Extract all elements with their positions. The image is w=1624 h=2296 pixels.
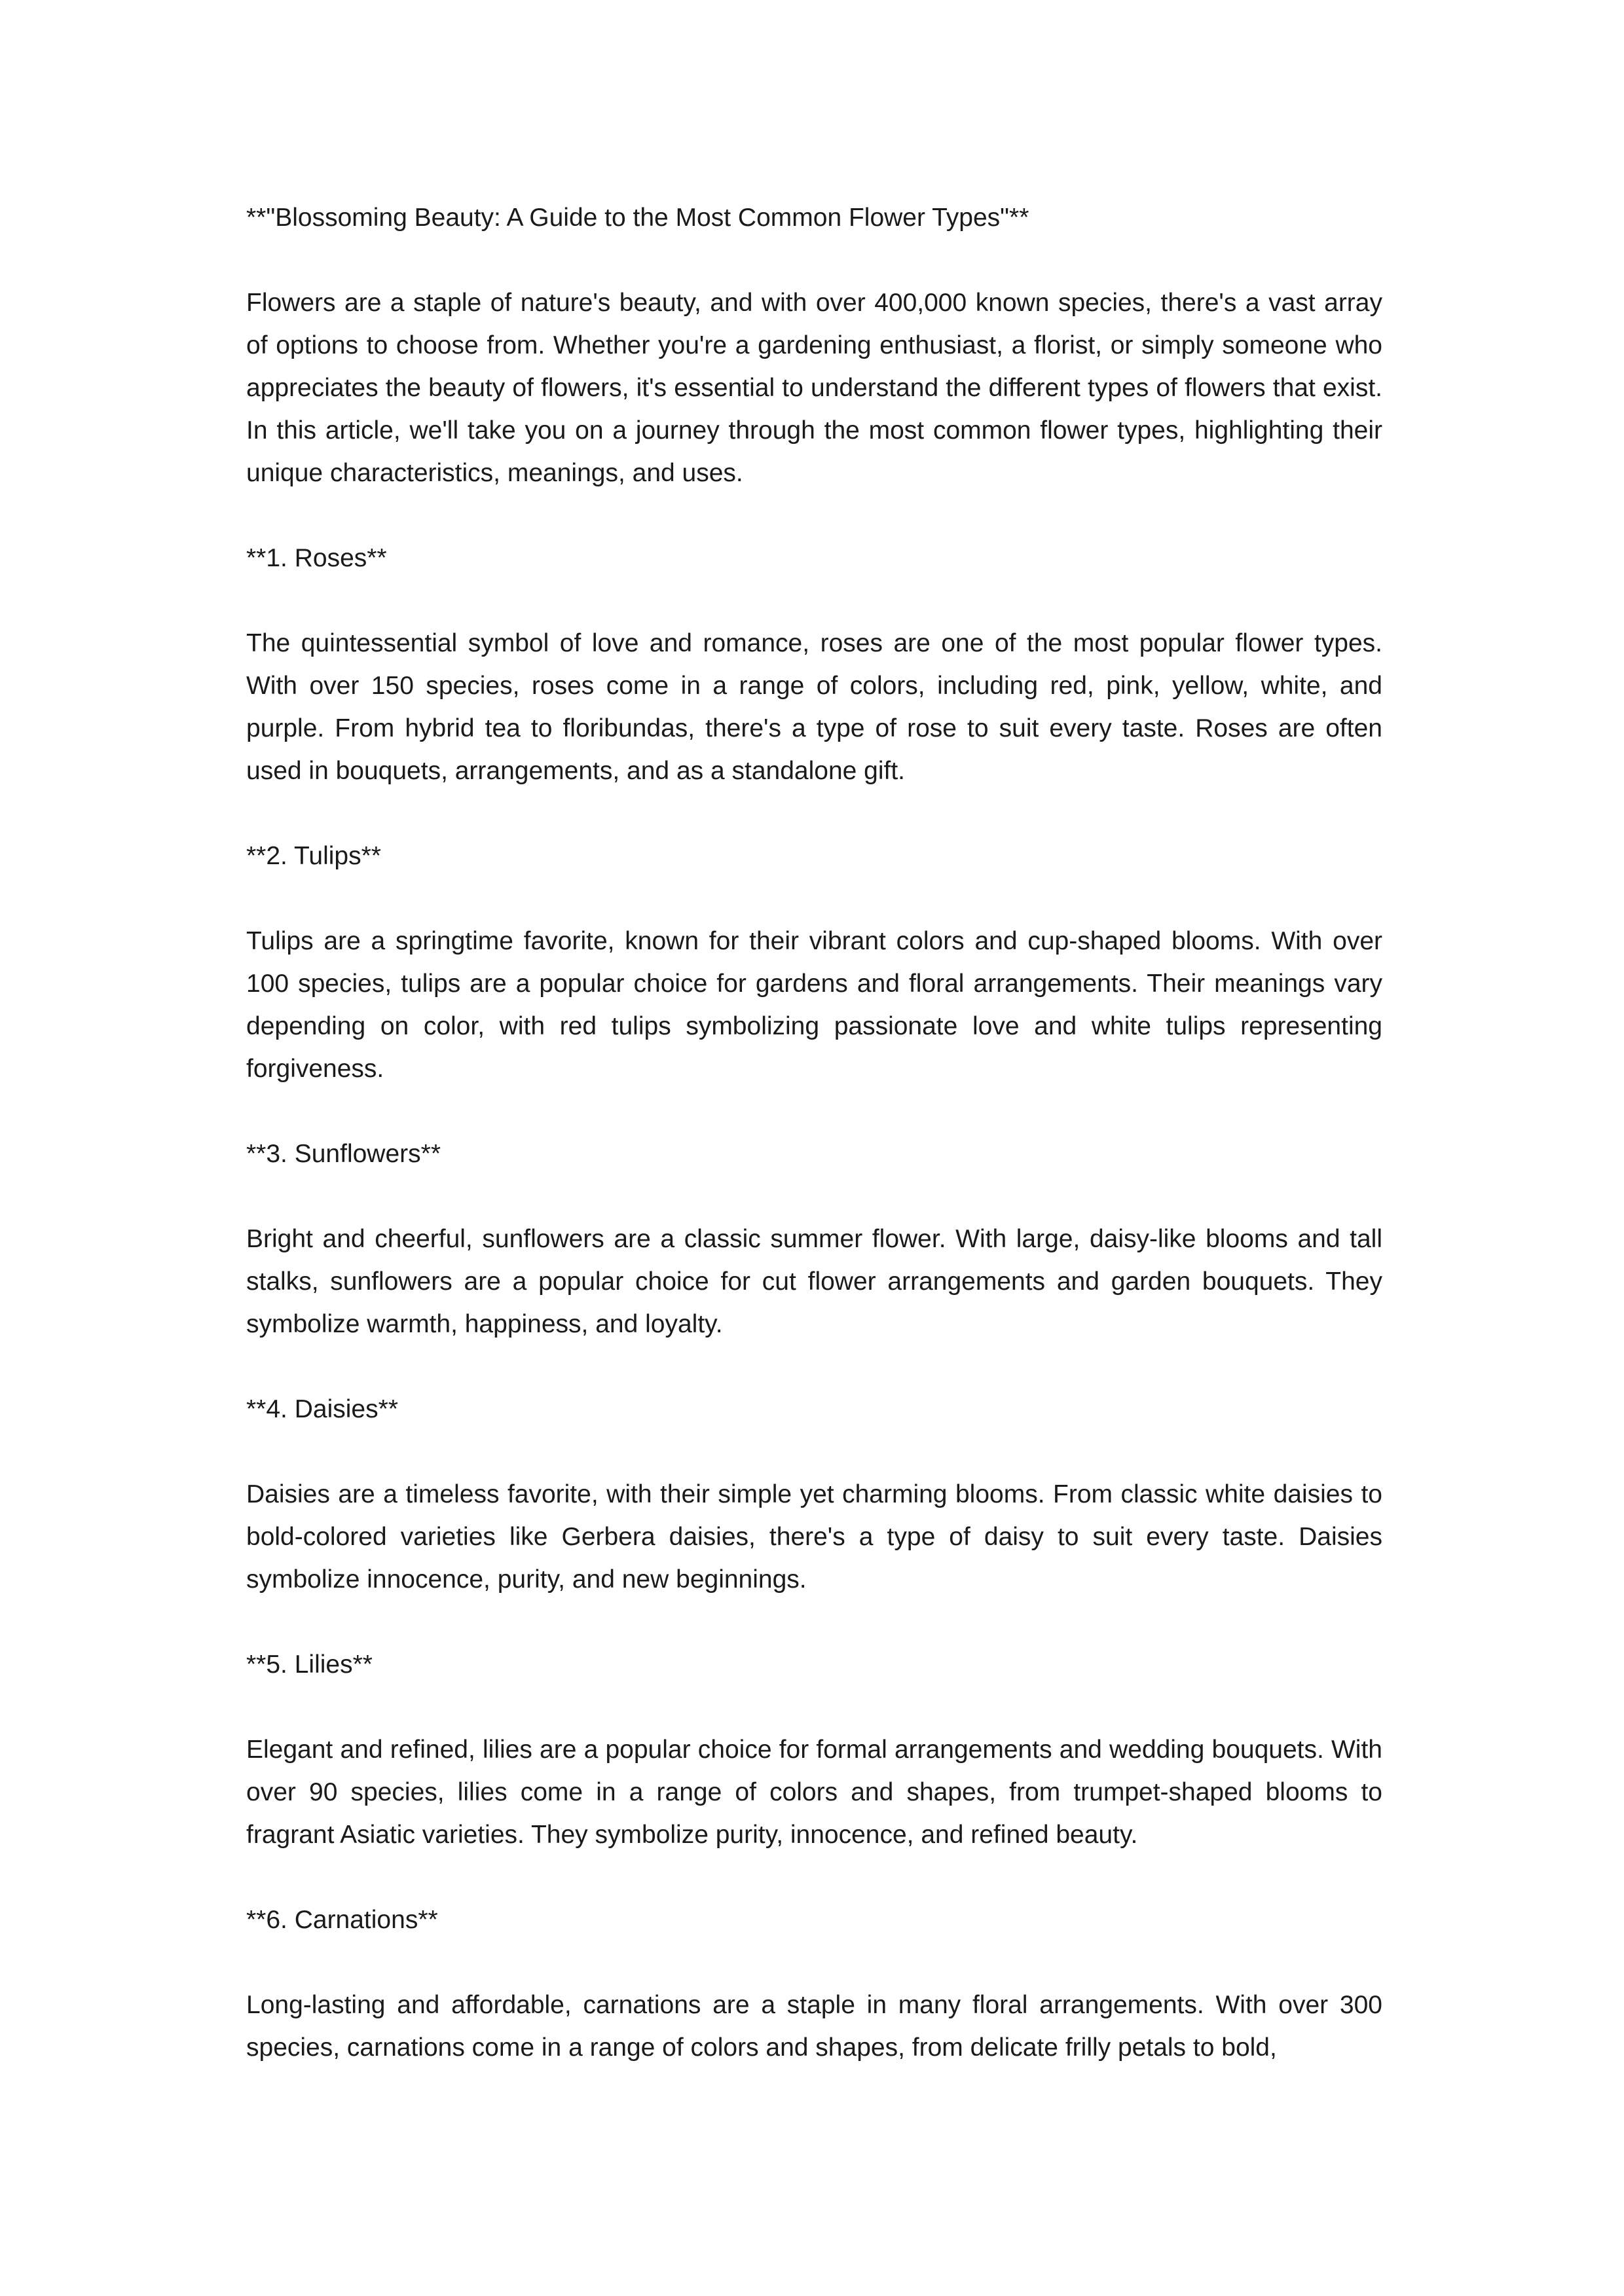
section-body-tulips: Tulips are a springtime favorite, known for their vibrant colors and cup-shaped blooms. With over 100 species, tulips are a popular choice for gardens and floral arrangements. Their meanings vary depending on color, with red tulips symbolizing passionate love and white tulips representing forgiveness. [246,927,1382,1083]
section-heading-lilies: **5. Lilies** [246,1650,373,1679]
section-heading-tulips: **2. Tulips** [246,842,381,870]
intro-paragraph: Flowers are a staple of nature's beauty, and with over 400,000 known species, there's a vast array of options to choose from. Whether you're a gardening enthusiast, a florist, or simply someone who appreciates the beauty of flowers, it's essential to understand the different types of flowers that exist. In this article, we'll take you on a journey through the most common flower types, highlighting their unique characteristics, meanings, and uses. [246,289,1382,487]
section-heading-daisies: **4. Daisies** [246,1395,398,1423]
section-body-daisies: Daisies are a timeless favorite, with their simple yet charming blooms. From classic white daisies to bold-colored varieties like Gerbera daisies, there's a type of daisy to suit every taste. Daisies symbolize innocence, purity, and new beginnings. [246,1480,1382,1594]
document-body [246,196,1382,2111]
section-body-lilies: Elegant and refined, lilies are a popular choice for formal arrangements and wedding bouquets. With over 90 species, lilies come in a range of colors and shapes, from trumpet-shaped blooms to fragrant Asiatic varieties. They symbolize purity, innocence, and refined beauty. [246,1736,1382,1849]
section-body-roses: The quintessential symbol of love and romance, roses are one of the most popular flower types. With over 150 species, roses come in a range of colors, including red, pink, yellow, white, and purple. From hybrid tea to floribundas, there's a type of rose to suit every taste. Roses are often used in bouquets, arrangements, and as a standalone gift. [246,629,1382,785]
section-body-carnations: Long-lasting and affordable, carnations are a staple in many floral arrangements. With over 300 species, carnations come in a range of colors and shapes, from delicate frilly petals to bold, [246,1991,1382,2062]
document-title: **"Blossoming Beauty: A Guide to the Most Common Flower Types"** [246,204,1029,232]
section-heading-sunflowers: **3. Sunflowers** [246,1140,441,1168]
section-heading-roses: **1. Roses** [246,544,387,572]
section-body-sunflowers: Bright and cheerful, sunflowers are a classic summer flower. With large, daisy-like blooms and tall stalks, sunflowers are a popular choice for cut flower arrangements and garden bouquets. They symbolize warmth, happiness, and loyalty. [246,1225,1382,1338]
section-heading-carnations: **6. Carnations** [246,1906,438,1934]
